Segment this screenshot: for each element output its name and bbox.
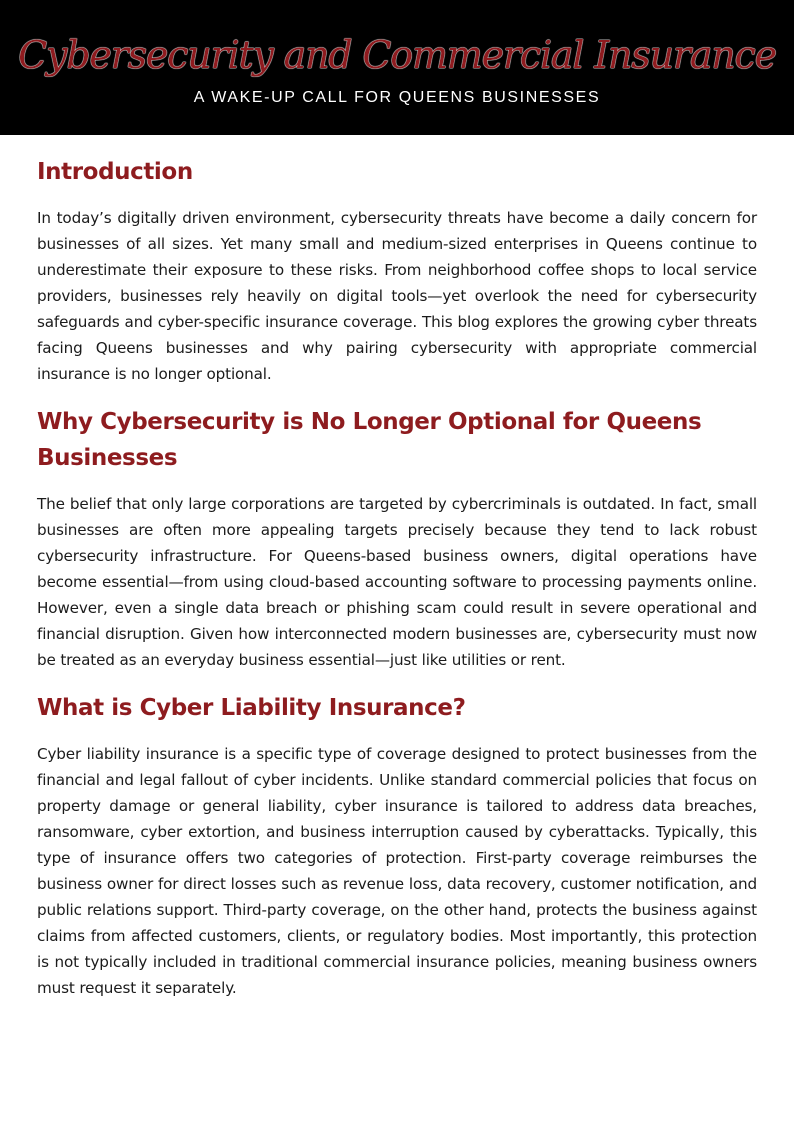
page-subtitle: A WAKE-UP CALL FOR QUEENS BUSINESSES <box>193 89 601 106</box>
section-heading: Introduction <box>37 159 193 185</box>
section-paragraph: In today’s digitally driven environment, cybersecurity threats have become a daily concern for businesses of all sizes. Yet many small and medium-sized enterprises in Queens continue to underestimate their exposure to these risks. From neighborhood coffee shops to local service providers, businesses rely heavily on digital tools—yet overlook the need for cybersecurity safeguards and cyber-specific insurance coverage. This blog explores the growing cyber threats facing Queens businesses and why pairing cybersecurity with appropriate commercial insurance is no longer optional. <box>37 209 757 383</box>
header-banner <box>0 0 794 135</box>
section-introduction <box>37 154 757 387</box>
section-heading: Why Cybersecurity is No Longer Optional for Queens Businesses <box>37 409 702 471</box>
section-paragraph: The belief that only large corporations are targeted by cybercriminals is outdated. In fact, small businesses are often more appealing targets precisely because they tend to lack robust cybersecurity infrastructure. For Queens-based business owners, digital operations have become essential—from using cloud-based accounting software to processing payments online. However, even a single data breach or phishing scam could result in severe operational and financial disruption. Given how interconnected modern businesses are, cybersecurity must now be treated as an everyday business essential—just like utilities or rent. <box>37 495 757 669</box>
section-heading: What is Cyber Liability Insurance? <box>37 695 466 721</box>
section-why-cybersecurity <box>37 404 757 673</box>
section-paragraph: Cyber liability insurance is a specific type of coverage designed to protect businesses from the financial and legal fallout of cyber incidents. Unlike standard commercial policies that focus on property damage or general liability, cyber insurance is tailored to address data breaches, ransomware, cyber extortion, and business interruption caused by cyberattacks. Typically, this type of insurance offers two categories of protection. First-party coverage reimburses the business owner for direct losses such as revenue loss, data recovery, customer notification, and public relations support. Third-party coverage, on the other hand, protects the business against claims from affected customers, clients, or regulatory bodies. Most importantly, this protection is not typically included in traditional commercial insurance policies, meaning business owners must request it separately. <box>37 745 757 997</box>
section-cyber-liability <box>37 690 757 1001</box>
page-title: Cybersecurity and Commercial Insurance <box>18 33 776 77</box>
article-body <box>37 154 757 1018</box>
